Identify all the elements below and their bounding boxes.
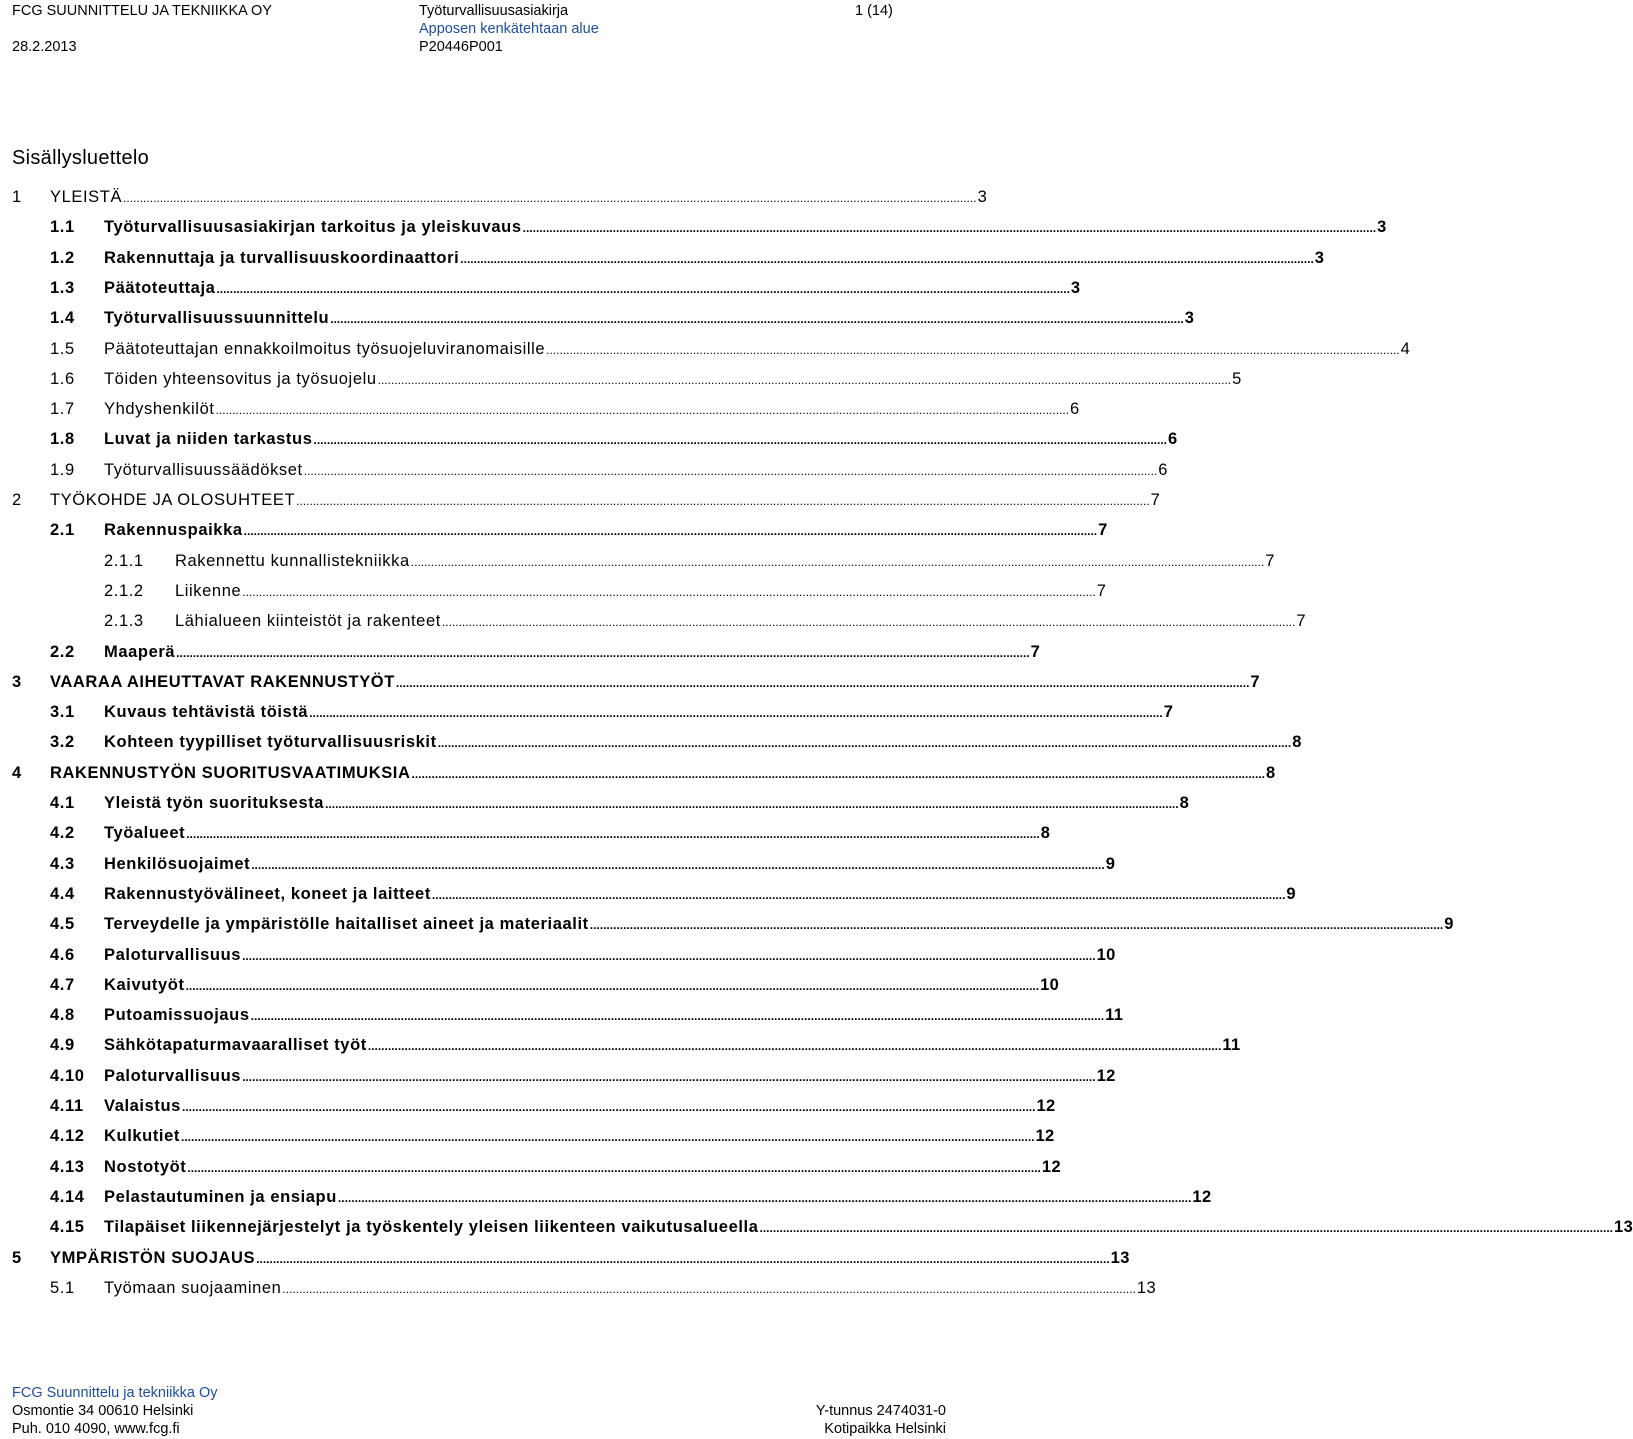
toc-entry-leader xyxy=(182,1100,1036,1114)
toc-entry[interactable] xyxy=(50,1067,1116,1089)
toc-entry[interactable] xyxy=(50,643,1041,665)
toc-entry-label: Päätoteuttaja xyxy=(104,279,216,297)
toc-entry-number: 4.12 xyxy=(50,1127,85,1145)
toc-entry-leader xyxy=(242,585,1096,599)
toc-entry[interactable] xyxy=(12,1249,1130,1271)
toc-entry-page: 11 xyxy=(1222,1036,1241,1054)
toc-entry-page: 3 xyxy=(977,188,988,206)
toc-entry-page: 9 xyxy=(1444,915,1454,933)
footer-address: Osmontie 34 00610 Helsinki xyxy=(12,1403,194,1419)
toc-entry[interactable] xyxy=(50,824,1051,846)
toc-entry-number: 1.5 xyxy=(50,340,75,358)
toc-entry[interactable] xyxy=(50,430,1178,452)
toc-entry-leader xyxy=(242,1070,1096,1084)
toc-entry-leader xyxy=(186,979,1040,993)
toc-entry-leader xyxy=(460,252,1314,266)
toc-entry-leader xyxy=(251,1009,1105,1023)
toc-entry-number: 5 xyxy=(12,1249,22,1267)
toc-entry[interactable] xyxy=(50,1279,1157,1301)
toc-entry[interactable] xyxy=(104,582,1107,604)
toc-entry-number: 4.4 xyxy=(50,885,75,903)
toc-entry-number: 1.8 xyxy=(50,430,75,448)
toc-entry[interactable] xyxy=(50,461,1168,483)
toc-entry-label: Maaperä xyxy=(104,643,176,661)
toc-entry-leader xyxy=(330,312,1184,326)
toc-entry-page: 6 xyxy=(1158,461,1168,479)
footer-company: FCG Suunnittelu ja tekniikka Oy xyxy=(12,1385,218,1401)
toc-entry-leader xyxy=(438,736,1292,750)
toc-entry[interactable] xyxy=(50,1006,1124,1028)
toc-entry-page: 7 xyxy=(1150,491,1161,509)
toc-entry-page: 3 xyxy=(1184,309,1195,327)
toc-entry-number: 4.7 xyxy=(50,976,75,994)
toc-entry[interactable] xyxy=(50,976,1060,998)
toc-entry-leader xyxy=(523,221,1377,235)
toc-entry-page: 7 xyxy=(1096,582,1107,600)
toc-entry-leader xyxy=(396,676,1250,690)
toc-entry-number: 2 xyxy=(12,491,22,509)
toc-entry[interactable] xyxy=(50,1218,1633,1240)
toc-entry[interactable] xyxy=(50,1188,1212,1210)
toc-entry-page: 7 xyxy=(1098,521,1108,539)
toc-entry-number: 4.8 xyxy=(50,1006,75,1024)
toc-entry[interactable] xyxy=(50,946,1116,968)
toc-entry-leader xyxy=(186,827,1040,841)
header-page-indicator: 1 (14) xyxy=(855,3,893,19)
header-doc-code: P20446P001 xyxy=(419,39,503,55)
toc-entry-leader xyxy=(251,858,1105,872)
toc-entry-number: 4.2 xyxy=(50,824,75,842)
toc-entry-page: 7 xyxy=(1265,552,1275,570)
toc-entry-label: Tilapäiset liikennejärjestelyt ja työskentely yleisen liikenteen vaikutusalueella xyxy=(104,1218,759,1236)
toc-entry-number: 4.15 xyxy=(50,1218,85,1236)
toc-entry[interactable] xyxy=(50,1036,1241,1058)
toc-entry-leader xyxy=(282,1282,1136,1296)
toc-entry-leader xyxy=(181,1130,1035,1144)
toc-entry-label: Lähialueen kiinteistöt ja rakenteet xyxy=(175,612,441,630)
toc-entry-label: Työmaan suojaaminen xyxy=(104,1279,282,1297)
toc-entry[interactable] xyxy=(50,309,1195,331)
toc-entry-page: 3 xyxy=(1377,218,1387,236)
toc-entry-number: 2.1.1 xyxy=(104,552,144,570)
toc-entry-page: 8 xyxy=(1266,764,1276,782)
toc-entry-page: 12 xyxy=(1192,1188,1212,1206)
toc-entry-label: Kulkutiet xyxy=(104,1127,180,1145)
toc-entry[interactable] xyxy=(50,1097,1056,1119)
toc-entry-page: 8 xyxy=(1040,824,1051,842)
toc-entry-page: 13 xyxy=(1136,1279,1157,1297)
toc-entry-label: Töiden yhteensovitus ja työsuojelu xyxy=(104,370,377,388)
toc-entry-number: 4.9 xyxy=(50,1036,75,1054)
toc-entry-page: 12 xyxy=(1035,1127,1055,1145)
toc-entry[interactable] xyxy=(50,855,1116,877)
toc-entry-leader xyxy=(242,949,1096,963)
toc-entry-page: 8 xyxy=(1179,794,1190,812)
toc-entry-page: 7 xyxy=(1296,612,1306,630)
toc-entry-number: 4.1 xyxy=(50,794,75,812)
toc-entry-label: Työturvallisuussuunnittelu xyxy=(104,309,330,327)
toc-entry[interactable] xyxy=(50,249,1325,271)
toc-entry-page: 5 xyxy=(1232,370,1242,388)
toc-entry-label: Rakennettu kunnallistekniikka xyxy=(175,552,410,570)
toc-entry-label: Työalueet xyxy=(104,824,186,842)
footer-contact: Puh. 010 4090, www.fcg.fi xyxy=(12,1421,180,1437)
toc-entry-leader xyxy=(313,433,1167,447)
toc-entry[interactable] xyxy=(50,218,1387,240)
toc-entry-number: 1 xyxy=(12,188,22,206)
toc-entry[interactable] xyxy=(104,552,1275,574)
toc-entry-leader xyxy=(325,797,1179,811)
toc-entry-label: TYÖKOHDE JA OLOSUHTEET xyxy=(50,491,296,509)
toc-entry-label: RAKENNUSTYÖN SUORITUSVAATIMUKSIA xyxy=(50,764,411,782)
toc-entry-page: 12 xyxy=(1041,1158,1062,1176)
toc-entry-page: 7 xyxy=(1250,673,1260,691)
toc-entry-number: 4.6 xyxy=(50,946,75,964)
toc-entry-page: 12 xyxy=(1096,1067,1116,1085)
toc-entry-label: Kuvaus tehtävistä töistä xyxy=(104,703,309,721)
toc-entry-label: Paloturvallisuus xyxy=(104,1067,242,1085)
toc-entry-leader xyxy=(412,767,1266,781)
toc-entry-page: 7 xyxy=(1163,703,1174,721)
footer-business-id: Y-tunnus 2474031-0 xyxy=(815,1403,946,1419)
toc-entry[interactable] xyxy=(50,703,1174,725)
toc-entry-number: 2.2 xyxy=(50,643,75,661)
toc-entry-number: 1.9 xyxy=(50,461,75,479)
toc-entry-leader xyxy=(338,1191,1192,1205)
toc-entry-page: 7 xyxy=(1030,643,1041,661)
toc-entry[interactable] xyxy=(104,612,1306,634)
toc-entry[interactable] xyxy=(50,400,1080,422)
toc-entry-leader xyxy=(296,494,1150,508)
toc-entry-number: 2.1 xyxy=(50,521,75,539)
toc-entry-leader xyxy=(411,555,1265,569)
toc-entry[interactable] xyxy=(12,188,988,210)
toc-entry-label: Kaivutyöt xyxy=(104,976,185,994)
toc-entry-leader xyxy=(176,646,1030,660)
toc-entry-page: 13 xyxy=(1110,1249,1130,1267)
toc-entry-page: 13 xyxy=(1614,1218,1633,1236)
toc-entry-page: 11 xyxy=(1105,1006,1124,1024)
toc-entry-leader xyxy=(216,403,1070,417)
toc-entry-leader xyxy=(256,1252,1110,1266)
toc-entry-page: 9 xyxy=(1286,885,1296,903)
toc-entry[interactable] xyxy=(50,370,1242,392)
toc-entry-label: Rakennustyövälineet, koneet ja laitteet xyxy=(104,885,431,903)
toc-entry-number: 1.7 xyxy=(50,400,75,418)
toc-entry-page: 9 xyxy=(1105,855,1116,873)
toc-entry-number: 4.3 xyxy=(50,855,75,873)
toc-entry-number: 5.1 xyxy=(50,1279,75,1297)
toc-entry-number: 3.2 xyxy=(50,733,75,751)
toc-entry-label: Liikenne xyxy=(175,582,242,600)
toc-entry-leader xyxy=(442,615,1296,629)
toc-entry-number: 2.1.2 xyxy=(104,582,144,600)
toc-entry-page: 6 xyxy=(1167,430,1178,448)
toc-entry-number: 3 xyxy=(12,673,22,691)
toc-entry[interactable] xyxy=(50,340,1411,362)
header-date: 28.2.2013 xyxy=(12,39,77,55)
toc-entry-leader xyxy=(244,524,1098,538)
toc-entry[interactable] xyxy=(50,1127,1055,1149)
toc-entry-leader xyxy=(216,282,1070,296)
toc-entry-leader xyxy=(760,1221,1614,1235)
toc-entry-label: Rakennuttaja ja turvallisuuskoordinaattori xyxy=(104,249,460,267)
toc-entry-number: 1.4 xyxy=(50,309,75,327)
toc-entry-page: 3 xyxy=(1070,279,1081,297)
toc-entry-leader xyxy=(590,918,1444,932)
toc-entry-leader xyxy=(304,464,1158,478)
toc-entry-number: 4 xyxy=(12,764,22,782)
toc-entry-label: Luvat ja niiden tarkastus xyxy=(104,430,313,448)
toc-entry-number: 1.2 xyxy=(50,249,75,267)
toc-entry-label: Nostotyöt xyxy=(104,1158,187,1176)
toc-entry-label: Yleistä työn suorituksesta xyxy=(104,794,325,812)
toc-entry[interactable] xyxy=(50,794,1190,816)
toc-entry-label: YMPÄRISTÖN SUOJAUS xyxy=(50,1249,256,1267)
toc-entry-number: 4.5 xyxy=(50,915,75,933)
toc-entry-label: Putoamissuojaus xyxy=(104,1006,250,1024)
toc-entry[interactable] xyxy=(12,491,1161,513)
header-doc-title: Työturvallisuusasiakirja xyxy=(419,3,569,19)
toc-entry[interactable] xyxy=(50,1158,1062,1180)
toc-entry-label: YLEISTÄ xyxy=(50,188,123,206)
toc-entry-leader xyxy=(546,343,1400,357)
toc-entry-label: Päätoteuttajan ennakkoilmoitus työsuojeluviranomaisille xyxy=(104,340,546,358)
toc-entry-page: 6 xyxy=(1070,400,1080,418)
toc-entry-label: Henkilösuojaimet xyxy=(104,855,251,873)
toc-entry-label: Terveydelle ja ympäristölle haitalliset aineet ja materiaalit xyxy=(104,915,589,933)
page-title: Sisällysluettelo xyxy=(12,147,150,169)
toc-entry[interactable] xyxy=(50,733,1302,755)
toc-entry-page: 10 xyxy=(1040,976,1060,994)
toc-entry-label: Pelastautuminen ja ensiapu xyxy=(104,1188,337,1206)
toc-entry[interactable] xyxy=(12,673,1260,695)
toc-entry-label: Sähkötapaturmavaaralliset työt xyxy=(104,1036,367,1054)
toc-entry-label: Kohteen tyypilliset työturvallisuusriskit xyxy=(104,733,437,751)
toc-entry[interactable] xyxy=(50,521,1108,543)
toc-entry-number: 4.11 xyxy=(50,1097,84,1115)
toc-entry[interactable] xyxy=(12,764,1276,786)
toc-entry-leader xyxy=(123,191,977,205)
toc-entry-number: 4.14 xyxy=(50,1188,85,1206)
toc-entry[interactable] xyxy=(50,279,1081,301)
toc-entry-leader xyxy=(378,373,1232,387)
toc-entry-page: 12 xyxy=(1036,1097,1056,1115)
toc-entry-number: 1.1 xyxy=(50,218,75,236)
toc-entry-number: 4.10 xyxy=(50,1067,85,1085)
toc-entry-label: Työturvallisuusasiakirjan tarkoitus ja yleiskuvaus xyxy=(104,218,522,236)
footer-domicile: Kotipaikka Helsinki xyxy=(824,1421,946,1437)
toc-entry-number: 3.1 xyxy=(50,703,75,721)
toc-entry-number: 2.1.3 xyxy=(104,612,144,630)
toc-entry-number: 1.3 xyxy=(50,279,75,297)
header-company: FCG SUUNNITTELU JA TEKNIIKKA OY xyxy=(12,3,272,19)
toc-entry-number: 4.13 xyxy=(50,1158,85,1176)
toc-entry-leader xyxy=(368,1039,1222,1053)
toc-entry-page: 10 xyxy=(1096,946,1116,964)
toc-entry-leader xyxy=(187,1161,1041,1175)
toc-entry-label: Yhdyshenkilöt xyxy=(104,400,215,418)
toc-entry-label: Valaistus xyxy=(104,1097,181,1115)
toc-entry-number: 1.6 xyxy=(50,370,75,388)
toc-entry-leader xyxy=(309,706,1163,720)
toc-entry[interactable] xyxy=(50,915,1454,937)
toc-entry-label: VAARAA AIHEUTTAVAT RAKENNUSTYÖT xyxy=(50,673,395,691)
toc-entry-page: 8 xyxy=(1292,733,1302,751)
toc-entry-label: Työturvallisuussäädökset xyxy=(104,461,303,479)
toc-entry-label: Rakennuspaikka xyxy=(104,521,243,539)
toc-entry-label: Paloturvallisuus xyxy=(104,946,242,964)
toc-entry-page: 3 xyxy=(1314,249,1325,267)
header-doc-subtitle: Apposen kenkätehtaan alue xyxy=(419,21,599,37)
toc-entry[interactable] xyxy=(50,885,1296,907)
toc-entry-page: 4 xyxy=(1400,340,1411,358)
toc-entry-leader xyxy=(432,888,1286,902)
